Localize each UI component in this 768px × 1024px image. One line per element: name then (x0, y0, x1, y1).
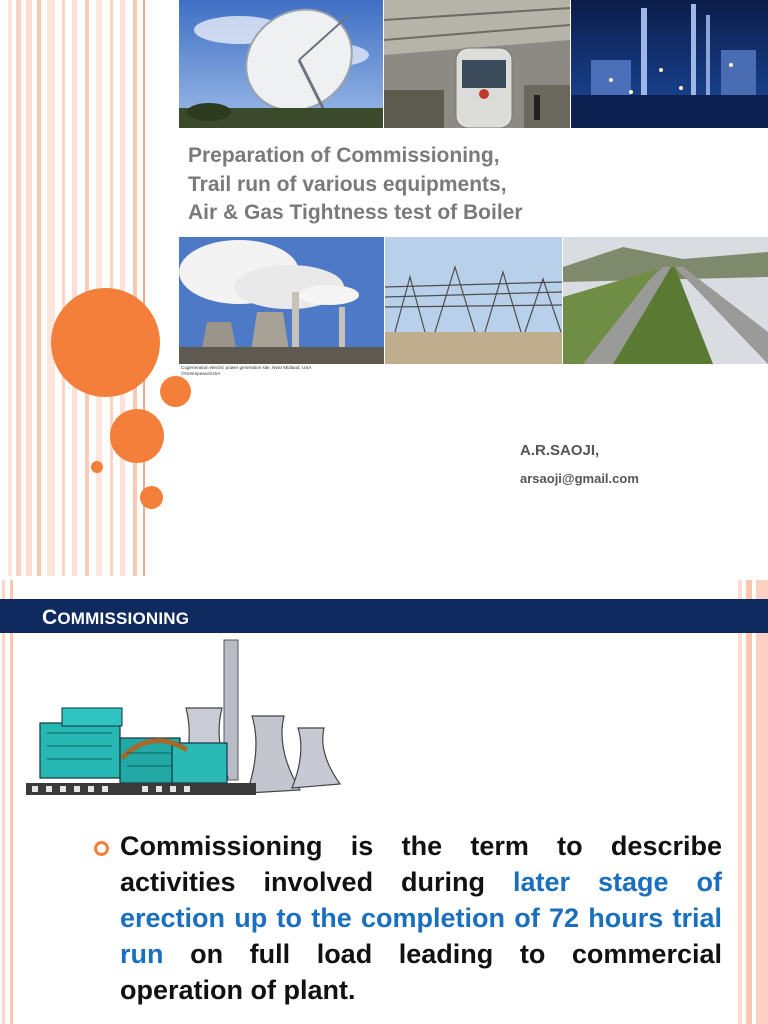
decorative-circle-small-1 (160, 376, 191, 407)
power-plant-smoke-photo (179, 237, 384, 364)
decorative-circle-large (51, 288, 160, 397)
commissioning-slide (0, 580, 768, 1024)
slide-title (188, 142, 748, 228)
satellite-dish-photo (179, 0, 383, 128)
bullet-text: Commissioning is the term to describe activities involved during later stage of erection up to the completion of 72 hours trial run on full load leading to commercial operation of plant. (120, 831, 722, 1005)
substation-photo (385, 237, 562, 364)
title-line-2: Trail run of various equipments, (188, 172, 507, 196)
slide-heading-bar (0, 599, 768, 633)
author-email: arsaoji@gmail.com (520, 471, 639, 486)
slide-heading: COMMISSIONING (42, 606, 190, 629)
decorative-stripes-left (0, 0, 150, 576)
decorative-circle-small-2 (140, 486, 163, 509)
title-line-1: Preparation of Commissioning, (188, 144, 500, 167)
circle-bullet-icon (94, 841, 109, 856)
decorative-circle-tiny (91, 461, 103, 473)
decorative-circle-medium (110, 409, 164, 463)
power-plant-illustration (22, 638, 352, 808)
highlighted-text: later stage of erection up to the completion of 72 hours trial run (120, 867, 722, 969)
bullet-point (94, 828, 722, 1008)
refinery-night-photo (571, 0, 768, 128)
metro-train-photo (384, 0, 570, 128)
author-name: A.R.SAOJI, (520, 442, 600, 459)
title-line-3: Air & Gas Tightness test of Boiler (188, 201, 523, 224)
expressway-photo (563, 237, 768, 364)
photo-caption: Cogeneration electric power generation site, Near Midland, USA ©Greenpeace/USA (181, 365, 312, 376)
